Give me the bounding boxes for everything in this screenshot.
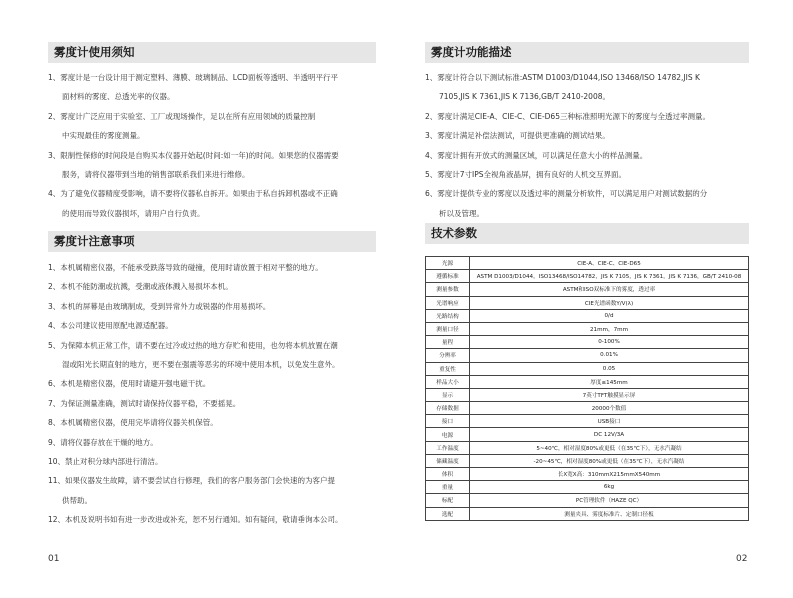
- notes-item-line: 9、请将仪器存放在干燥的地方。: [48, 437, 158, 447]
- spec-key: 分辨率: [426, 349, 470, 362]
- notes-item: [48, 297, 376, 316]
- spec-row: [426, 349, 749, 362]
- spec-row: [426, 375, 749, 388]
- spec-value: 5~40℃，相对湿度80%或更低（在35℃下），无水汽凝结: [470, 441, 749, 454]
- feature-item-line: 4、雾度计拥有开放式的测量区域，可以满足任意大小的样品测量。: [425, 150, 648, 160]
- spec-key: 光路结构: [426, 309, 470, 322]
- notes-list: [48, 258, 376, 530]
- spec-row: [426, 468, 749, 481]
- usage-item: [48, 68, 376, 107]
- spec-row: [426, 283, 749, 296]
- spec-value: 0.01%: [470, 349, 749, 362]
- spec-row: [426, 322, 749, 335]
- spec-value: 长X宽X高：310mmX215mmX540mm: [470, 468, 749, 481]
- usage-item-line: 4、为了避免仪器精度受影响，请不要将仪器私自拆开。如果由于私自拆卸机器或不正确: [48, 189, 338, 199]
- spec-key: 光源: [426, 257, 470, 270]
- spec-key: 样品大小: [426, 375, 470, 388]
- specs-heading: 技术参数: [425, 223, 749, 244]
- spec-value: USB接口: [470, 415, 749, 428]
- spec-key: 重复性: [426, 362, 470, 375]
- notes-item: [48, 471, 376, 510]
- spec-value: 21mm，7mm: [470, 322, 749, 335]
- usage-item: [48, 146, 376, 185]
- spec-key: 测量口径: [426, 322, 470, 335]
- spec-value: 20000个数值: [470, 402, 749, 415]
- spec-key: 标配: [426, 494, 470, 507]
- notes-item-line: 11、如果仪器发生故障，请不要尝试自行修理，我们的客户服务部门会快速的为客户提: [48, 476, 336, 486]
- usage-item: [48, 107, 376, 146]
- notes-item-line: 2、本机不能防潮或抗溅，受潮或液体溅入易损坏本机。: [48, 282, 233, 292]
- usage-item-line: 的使用而导致仪器损坏，请用户自行负责。: [62, 208, 205, 218]
- spec-key: 储藏温度: [426, 454, 470, 467]
- spec-key: 遵循标准: [426, 270, 470, 283]
- notes-item-line: 8、本机属精密仪器，使用完毕请将仪器关机保管。: [48, 418, 218, 428]
- usage-item-line: 中实现最佳的雾度测量。: [62, 131, 145, 141]
- notes-item-line: 3、本机的屏幕是由玻璃制成，受到异常外力或锐器的作用易损坏。: [48, 301, 271, 311]
- spec-value: 厚度≤145mm: [470, 375, 749, 388]
- notes-item: [48, 336, 376, 375]
- page-number-right: 02: [736, 554, 748, 564]
- feature-item: [425, 107, 749, 126]
- spec-row: [426, 362, 749, 375]
- feature-item-line: 1、雾度计符合以下测试标准:ASTM D1003/D1044,ISO 13468/ISO 14782,JIS K: [425, 73, 700, 82]
- feature-item-line: 析以及管理。: [439, 208, 484, 218]
- spec-value: 0-100%: [470, 336, 749, 349]
- page-number-left: 01: [48, 554, 60, 564]
- notes-item-line: 7、为保证测量准确，测试时请保持仪器平稳，不要摇晃。: [48, 398, 241, 408]
- spec-key: 光谱响应: [426, 296, 470, 309]
- feature-item: [425, 165, 749, 184]
- usage-item-line: 3、限制性保修的时间段是自购买本仪器开始起(时间:如一年)的时间。如果您的仪器需要: [48, 150, 339, 160]
- spec-key: 电源: [426, 428, 470, 441]
- spec-value: 测量夹具、雾度标准片、定制口径板: [470, 507, 749, 520]
- notes-item-line: 1、本机属精密仪器，不能承受跌落导致的碰撞，使用时请放置于相对平整的地方。: [48, 263, 323, 272]
- spec-key: 测量参数: [426, 283, 470, 296]
- notes-item: [48, 316, 376, 335]
- notes-item: [48, 277, 376, 296]
- feature-item: [425, 184, 749, 223]
- notes-item-line: 10、禁止对积分球内部进行清洁。: [48, 457, 163, 467]
- spec-value: 7英寸TFT触摸显示屏: [470, 388, 749, 401]
- notes-item: [48, 433, 376, 452]
- spec-row: [426, 494, 749, 507]
- notes-heading: 雾度计注意事项: [48, 231, 376, 252]
- spec-value: 0/d: [470, 309, 749, 322]
- usage-item-line: 2、雾度计广泛应用于实验室、工厂或现场操作，足以在所有应用领域的质量控制: [48, 111, 316, 121]
- feature-item-line: 3、雾度计满足补偿法测试，可提供更准确的测试结果。: [425, 131, 610, 141]
- spec-row: [426, 454, 749, 467]
- feature-item-line: 6、雾度计提供专业的雾度以及透过率的测量分析软件，可以满足用户对测试数据的分: [425, 189, 708, 199]
- spec-key: 体积: [426, 468, 470, 481]
- spec-row: [426, 388, 749, 401]
- spec-value: 0.05: [470, 362, 749, 375]
- spec-value: 6kg: [470, 481, 749, 494]
- spec-row: [426, 481, 749, 494]
- features-list: [425, 68, 749, 223]
- spec-row: [426, 257, 749, 270]
- notes-item: [48, 394, 376, 413]
- spec-key: 重量: [426, 481, 470, 494]
- spec-key: 接口: [426, 415, 470, 428]
- notes-item: [48, 258, 376, 277]
- spec-key: 存储数据: [426, 402, 470, 415]
- spec-table: [425, 256, 749, 521]
- spec-row: [426, 336, 749, 349]
- spec-key: 量程: [426, 336, 470, 349]
- usage-heading: 雾度计使用须知: [48, 42, 376, 63]
- spec-row: [426, 309, 749, 322]
- spec-value: CIE-A、CIE-C、CIE-D65: [470, 257, 749, 270]
- spec-key: 选配: [426, 507, 470, 520]
- spec-row: [426, 415, 749, 428]
- spec-row: [426, 402, 749, 415]
- usage-item-line: 面材料的雾度、总透光率的仪器。: [62, 92, 175, 102]
- feature-item: [425, 146, 749, 165]
- spec-value: CIE光谱函数Y/V(λ): [470, 296, 749, 309]
- notes-item: [48, 413, 376, 432]
- notes-item: [48, 510, 376, 529]
- feature-item: [425, 126, 749, 145]
- features-heading: 雾度计功能描述: [425, 42, 749, 63]
- spec-row: [426, 270, 749, 283]
- spec-row: [426, 428, 749, 441]
- feature-item-line: 7105,JIS K 7361,JIS K 7136,GB/T 2410-2008。: [439, 92, 610, 102]
- notes-item-line: 5、为保障本机正常工作，请不要在过冷或过热的地方存贮和使用，也勿将本机放置在潮: [48, 340, 338, 350]
- spec-value: -20~45℃，相对湿度80%或更低（在35℃下），无水汽凝结: [470, 454, 749, 467]
- usage-item: [48, 184, 376, 223]
- spec-value: PC管理软件（HAZE QC）: [470, 494, 749, 507]
- usage-list: [48, 68, 376, 223]
- spec-row: [426, 507, 749, 520]
- usage-item-line: 1、雾度计是一台设计用于测定塑料、薄膜、玻璃制品、LCD面板等透明、半透明平行平: [48, 73, 338, 82]
- spec-key: 工作温度: [426, 441, 470, 454]
- notes-item-line: 4、本公司建议使用原配电源适配器。: [48, 321, 173, 331]
- spec-row: [426, 296, 749, 309]
- usage-item-line: 服务，请将仪器带到当地的销售部联系我们来进行维修。: [62, 170, 250, 180]
- notes-item: [48, 374, 376, 393]
- notes-item-line: 12、本机及说明书如有进一步改进或补充，恕不另行通知。如有疑问，敬请垂询本公司。: [48, 515, 343, 525]
- spec-value: ASTM和ISO双标准下的雾度，透过率: [470, 283, 749, 296]
- spec-value: ASTM D1003/D1044，ISO13468/ISO14782，JIS K 7105，JIS K 7361，JIS K 7136，GB/T 2410-08: [470, 270, 749, 283]
- spec-value: DC 12V/3A: [470, 428, 749, 441]
- spec-key: 显示: [426, 388, 470, 401]
- feature-item-line: 2、雾度计满足CIE-A、CIE-C、CIE-D65三种标准照明光源下的雾度与全透过率测量。: [425, 111, 710, 121]
- feature-item-line: 5、雾度计7寸IPS全视角液晶屏，拥有良好的人机交互界面。: [425, 170, 627, 180]
- notes-item-line: 供帮助。: [62, 495, 92, 505]
- feature-item: [425, 68, 749, 107]
- notes-item: [48, 452, 376, 471]
- spec-row: [426, 441, 749, 454]
- notes-item-line: 6、本机是精密仪器，使用时请避开强电磁干扰。: [48, 379, 211, 389]
- notes-item-line: 湿或阳光长期直射的地方，更不要在强震等恶劣的环境中使用本机，以免发生意外。: [62, 360, 340, 370]
